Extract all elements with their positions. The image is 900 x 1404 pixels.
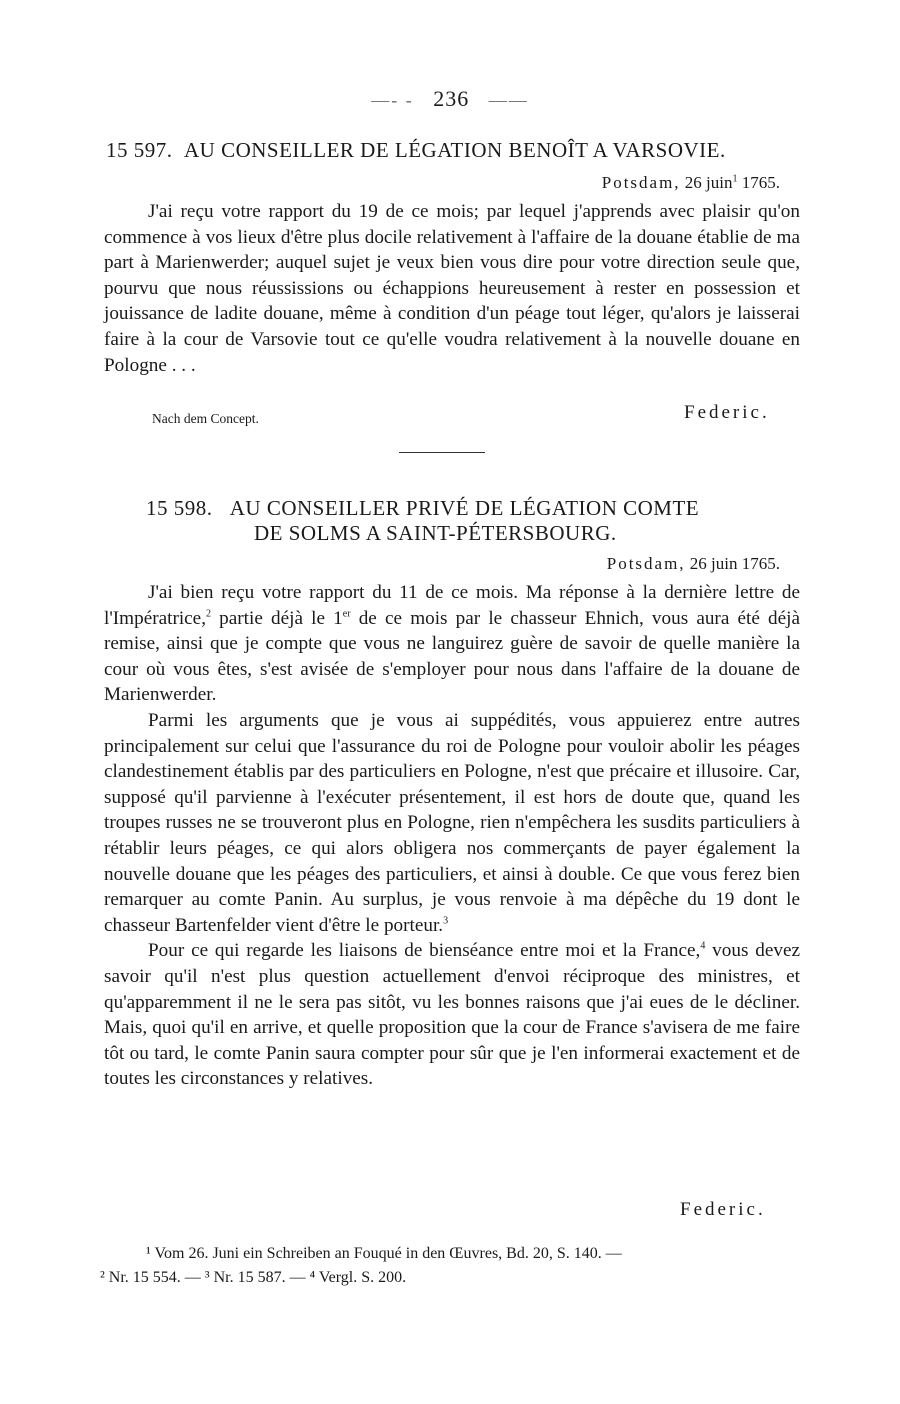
footnote-line-2: ² Nr. 15 554. — ³ Nr. 15 587. — ⁴ Vergl. S. 200.: [100, 1269, 407, 1286]
letter-1-number: 15 597.: [106, 138, 173, 162]
letter-1-title: AU CONSEILLER DE LÉGATION BENOÎT A VARSOVIE.: [184, 138, 726, 162]
page-header: [0, 86, 900, 112]
letter-2-number: 15 598.: [146, 496, 213, 520]
letter-2-body: [104, 580, 800, 1092]
letter-1-place: Potsdam,: [601, 173, 681, 192]
letter-1-heading: [106, 138, 726, 163]
letter-2-p1-text-a: J'ai bien reçu votre rapport du 11 de ce mois. Ma réponse à la dernière lettre de l'Impératrice,: [104, 582, 800, 629]
ordinal-superscript: er: [342, 608, 351, 620]
letter-1-signature: Federic.: [684, 402, 770, 423]
letter-1-date-day: 26 juin: [684, 173, 733, 192]
footnote-line-1: ¹ Vom 26. Juni ein Schreiben an Fouqué in den Œuvres, Bd. 20, S. 140. —: [146, 1245, 622, 1262]
letter-separator: [399, 452, 485, 453]
letter-2-dateline: [607, 554, 780, 574]
letter-2-date: 26 juin 1765.: [689, 554, 780, 573]
footnotes: [100, 1242, 800, 1290]
letter-2-title-line-2: DE SOLMS A SAINT-PÉTERSBOURG.: [254, 521, 617, 545]
letter-1-dateline: [602, 173, 780, 193]
header-dash-left: —- -: [371, 90, 414, 110]
letter-2-p2-text: Parmi les arguments que je vous ai suppédités, vous appuierez entre autres principalement sur celui que l'assurance du roi de Pologne pour vouloir abolir les péages clandestinement établis par des particuliers en Pologne, n'est que précaire et illusoire. Car, supposé qu'il parvienne à l'exécuter présentement, il est hors de doute que, quand les troupes russes ne se trouveront plus en Pologne, rien n'empêchera les susdits particuliers à rétablir leurs péages, ce qui alors obligera nos commerçants de payer également la nouvelle douane que les péages des particuliers, et ainsi à double. Ce que vous ferez bien remarquer au comte Panin. Au surplus, je vous renvoie à ma dépêche du 19 dont le chasseur Bartenfelder vient d'être le porteur.: [104, 709, 800, 936]
letter-2-paragraph-3: [104, 938, 800, 1092]
page-number: 236: [433, 86, 470, 111]
letter-1-body: [104, 199, 800, 378]
letter-2-p1-text-c: de ce mois par le chasseur Ehnich, vous aura été déjà remise, ainsi que je compte que vous ne languirez guère de savoir de quelle manière la cour où vous êtes, s'est avisée de s'employer pour nous dans l'affaire de la douane de Marienwerder.: [104, 607, 801, 706]
letter-2-paragraph-2: [104, 708, 800, 938]
letter-2-p3-text-a: Pour ce qui regarde les liaisons de bienséance entre moi et la France,: [148, 940, 701, 962]
letter-2-place: Potsdam,: [606, 554, 686, 573]
letter-1-paragraph: J'ai reçu votre rapport du 19 de ce mois; par lequel j'apprends avec plaisir qu'on commence à vos lieux d'être plus docile relativement à l'affaire de la douane établie de ma part à Marienwerder; auquel sujet je veux bien vous dire pour votre direction seule que, pourvu que nous réussissions ou échappions heureusement à rester en possession et jouissance de ladite douane, même à condition d'un péage tout léger, qu'alors je laisserai faire à la cour de Varsovie tout ce qu'elle voudra relativement à la nouvelle douane en Pologne . . .: [104, 201, 800, 376]
header-dash-right: ——: [488, 90, 529, 110]
footnote-ref-2: 2: [206, 608, 211, 620]
letter-1-source-note: Nach dem Concept.: [152, 411, 259, 426]
letter-2-title-line-1: AU CONSEILLER PRIVÉ DE LÉGATION COMTE: [229, 496, 700, 520]
letter-2-heading-line-1: [146, 496, 699, 521]
letter-2-p1-text-b: partie déjà le 1: [211, 607, 343, 629]
footnote-ref-4: 4: [700, 940, 706, 952]
letter-2-p3-text-b: vous devez savoir qu'il n'est plus question actuellement d'envoi réciproque des ministres, et qu'apparemment il ne le sera pas sitôt, vu les bonnes raisons que j'ai eues de le décliner. Mais, quoi qu'il en arrive, et quelle proposition que la cour de France s'avisera de me faire tôt ou tard, le comte Panin saura compter pour sûr que je l'en informerai exactement et de toutes les circonstances y relatives.: [104, 940, 800, 1090]
letter-1-date-note: 1: [732, 173, 738, 185]
footnote-ref-3: 3: [443, 915, 449, 927]
letter-1-date-year: 1765.: [741, 173, 780, 192]
letter-2-paragraph-1: [104, 580, 800, 708]
letter-2-signature: Federic.: [680, 1199, 766, 1220]
